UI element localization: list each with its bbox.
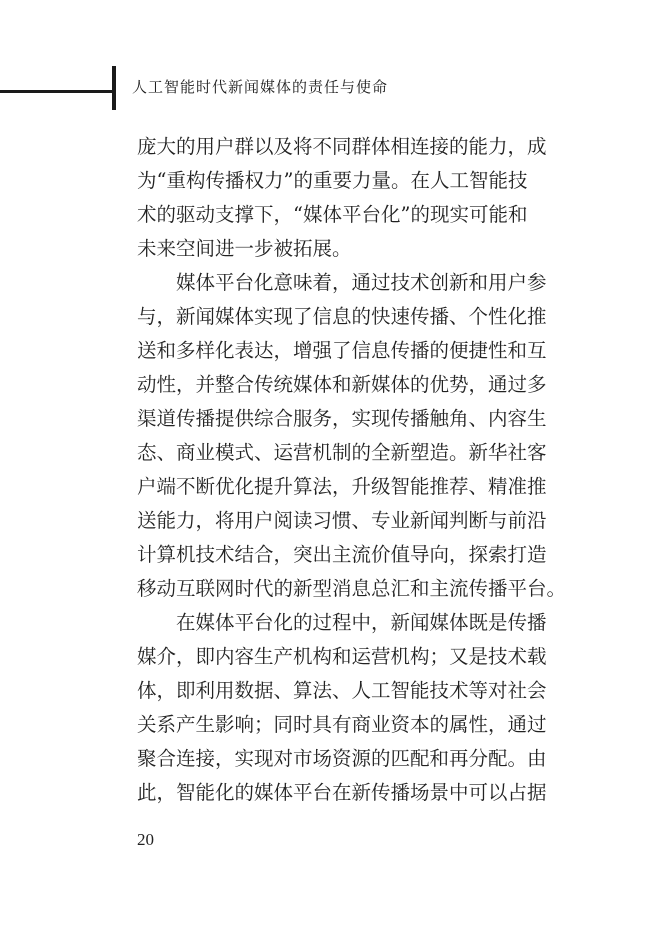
text-line: 此，智能化的媒体平台在新传播场景中可以占据: [137, 781, 547, 804]
text-line: 术的驱动支撑下，“媒体平台化”的现实可能和: [137, 203, 528, 226]
text-line: 媒体平台化意味着，通过技术创新和用户参: [137, 271, 547, 294]
text-line: 态、商业模式、运营机制的全新塑造。新华社客: [137, 441, 547, 464]
body-text: [137, 130, 567, 810]
text-line: 户端不断优化提升算法，升级智能推荐、精准推: [137, 475, 547, 498]
header-horizontal-rule: [0, 90, 116, 93]
running-title: 人工智能时代新闻媒体的责任与使命: [132, 78, 389, 96]
text-line: 关系产生影响；同时具有商业资本的属性，通过: [137, 713, 547, 736]
header-vertical-bar: [112, 66, 116, 110]
page-number: 20: [137, 830, 154, 849]
text-line: 媒介，即内容生产机构和运营机构；又是技术载: [137, 645, 547, 668]
text-line: 体，即利用数据、算法、人工智能技术等对社会: [137, 679, 547, 702]
text-line: 计算机技术结合，突出主流价值导向，探索打造: [137, 543, 547, 566]
text-line: 与，新闻媒体实现了信息的快速传播、个性化推: [137, 305, 547, 328]
text-line: 移动互联网时代的新型消息总汇和主流传播平台。: [137, 577, 567, 600]
text-line: 动性，并整合传统媒体和新媒体的优势，通过多: [137, 373, 547, 396]
text-line: 在媒体平台化的过程中，新闻媒体既是传播: [137, 611, 547, 634]
text-line: 渠道传播提供综合服务，实现传播触角、内容生: [137, 407, 547, 430]
text-line: 送能力，将用户阅读习惯、专业新闻判断与前沿: [137, 509, 547, 532]
text-line: 未来空间进一步被拓展。: [137, 237, 352, 260]
text-line: 聚合连接，实现对市场资源的匹配和再分配。由: [137, 747, 547, 770]
text-line: 为“重构传播权力”的重要力量。在人工智能技: [137, 169, 528, 192]
text-line: 庞大的用户群以及将不同群体相连接的能力，成: [137, 135, 547, 158]
running-header: [0, 66, 665, 112]
text-line: 送和多样化表达，增强了信息传播的便捷性和互: [137, 339, 547, 362]
